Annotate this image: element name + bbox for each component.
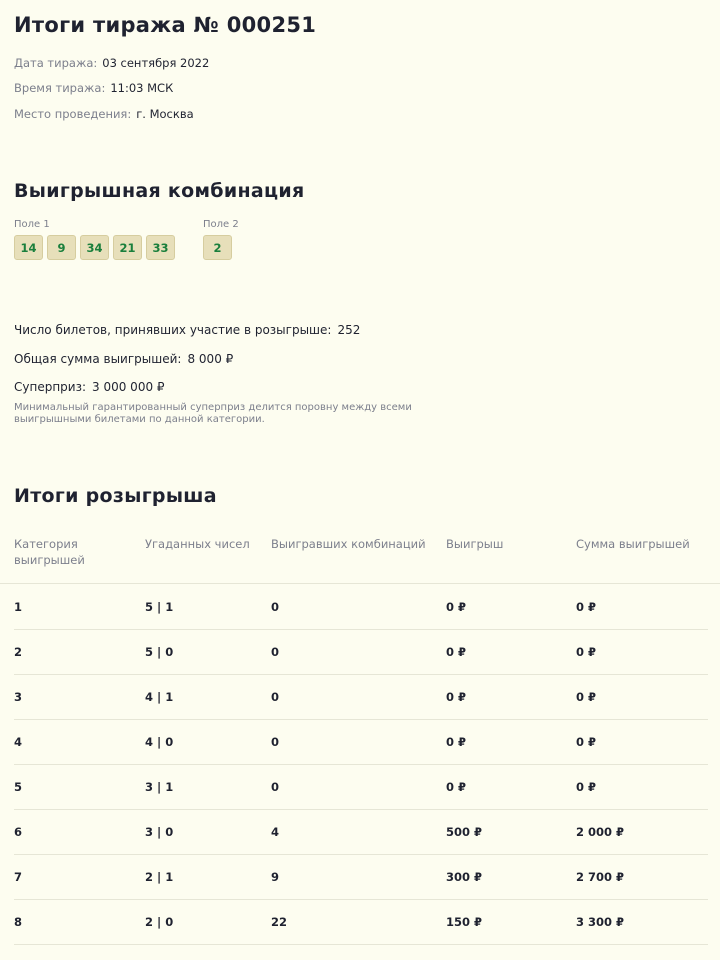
results-title: Итоги розыгрыша xyxy=(14,485,217,507)
total-winnings-label: Общая сумма выигрышей: xyxy=(14,352,182,366)
table-row xyxy=(14,630,708,675)
cell-category: 6 xyxy=(14,825,23,839)
draw-time xyxy=(14,81,173,95)
cell-category: 7 xyxy=(14,870,23,884)
header-category: Категория выигрышей xyxy=(14,537,85,567)
superprize-value: 3 000 000 ₽ xyxy=(92,380,165,394)
table-row xyxy=(14,675,708,720)
cell-combinations: 0 xyxy=(271,690,280,704)
ball: 9 xyxy=(47,235,76,260)
cell-guessed: 5 | 0 xyxy=(145,645,174,659)
cell-guessed: 3 | 0 xyxy=(145,825,174,839)
cell-prize: 150 ₽ xyxy=(446,915,483,929)
ball: 14 xyxy=(14,235,43,260)
cell-total: 3 300 ₽ xyxy=(576,915,625,929)
total-winnings xyxy=(14,352,233,366)
draw-place xyxy=(14,107,194,121)
cell-combinations: 0 xyxy=(271,735,280,749)
ball: 2 xyxy=(203,235,232,260)
table-row xyxy=(14,720,708,765)
cell-total: 0 ₽ xyxy=(576,645,597,659)
cell-combinations: 0 xyxy=(271,600,280,614)
cell-total: 0 ₽ xyxy=(576,735,597,749)
superprize-label: Суперприз: xyxy=(14,380,87,394)
header-total: Сумма выигрышей xyxy=(576,537,690,551)
table-row xyxy=(14,855,708,900)
table-row xyxy=(14,765,708,810)
table-row xyxy=(14,810,708,855)
total-winnings-value: 8 000 ₽ xyxy=(187,352,234,366)
cell-prize: 0 ₽ xyxy=(446,735,467,749)
cell-guessed: 4 | 0 xyxy=(145,735,174,749)
draw-time-label: Время тиража: xyxy=(14,81,106,95)
cell-prize: 0 ₽ xyxy=(446,645,467,659)
superprize xyxy=(14,380,165,394)
field1-label: Поле 1 xyxy=(14,219,50,230)
table-row xyxy=(14,900,708,945)
results-table-header xyxy=(0,534,720,584)
cell-total: 2 000 ₽ xyxy=(576,825,625,839)
cell-prize: 300 ₽ xyxy=(446,870,483,884)
cell-prize: 0 ₽ xyxy=(446,690,467,704)
draw-date xyxy=(14,56,209,70)
ball: 21 xyxy=(113,235,142,260)
draw-place-value: г. Москва xyxy=(136,107,194,121)
draw-time-value: 11:03 МСК xyxy=(110,81,174,95)
combination-title: Выигрышная комбинация xyxy=(14,180,305,202)
page-title: Итоги тиража № 000251 xyxy=(14,13,317,37)
draw-date-label: Дата тиража: xyxy=(14,56,98,70)
cell-category: 8 xyxy=(14,915,23,929)
cell-category: 1 xyxy=(14,600,23,614)
cell-category: 3 xyxy=(14,690,23,704)
cell-category: 5 xyxy=(14,780,23,794)
cell-guessed: 4 | 1 xyxy=(145,690,174,704)
field2-balls xyxy=(203,235,232,260)
header-prize: Выигрыш xyxy=(446,537,504,551)
cell-guessed: 2 | 1 xyxy=(145,870,174,884)
table-row xyxy=(14,585,708,630)
cell-total: 0 ₽ xyxy=(576,600,597,614)
cell-prize: 0 ₽ xyxy=(446,780,467,794)
cell-category: 2 xyxy=(14,645,23,659)
cell-total: 0 ₽ xyxy=(576,690,597,704)
cell-combinations: 4 xyxy=(271,825,280,839)
cell-category: 4 xyxy=(14,735,23,749)
cell-prize: 0 ₽ xyxy=(446,600,467,614)
cell-guessed: 3 | 1 xyxy=(145,780,174,794)
cell-guessed: 5 | 1 xyxy=(145,600,174,614)
draw-date-value: 03 сентября 2022 xyxy=(102,56,210,70)
cell-combinations: 0 xyxy=(271,780,280,794)
ball: 34 xyxy=(80,235,109,260)
field1-balls xyxy=(14,235,175,260)
cell-combinations: 9 xyxy=(271,870,280,884)
header-combinations: Выигравших комбинаций xyxy=(271,537,426,551)
ball: 33 xyxy=(146,235,175,260)
tickets-count xyxy=(14,323,360,337)
field2-label: Поле 2 xyxy=(203,219,239,230)
draw-place-label: Место проведения: xyxy=(14,107,132,121)
cell-combinations: 0 xyxy=(271,645,280,659)
cell-prize: 500 ₽ xyxy=(446,825,483,839)
header-guessed: Угаданных чисел xyxy=(145,537,250,551)
superprize-note: Минимальный гарантированный суперприз делится поровну между всеми выигрышными билетами по данной категории. xyxy=(14,402,412,425)
tickets-count-value: 252 xyxy=(337,323,361,337)
tickets-count-label: Число билетов, принявших участие в розыгрыше: xyxy=(14,323,332,337)
cell-total: 0 ₽ xyxy=(576,780,597,794)
cell-guessed: 2 | 0 xyxy=(145,915,174,929)
cell-combinations: 22 xyxy=(271,915,288,929)
cell-total: 2 700 ₽ xyxy=(576,870,625,884)
